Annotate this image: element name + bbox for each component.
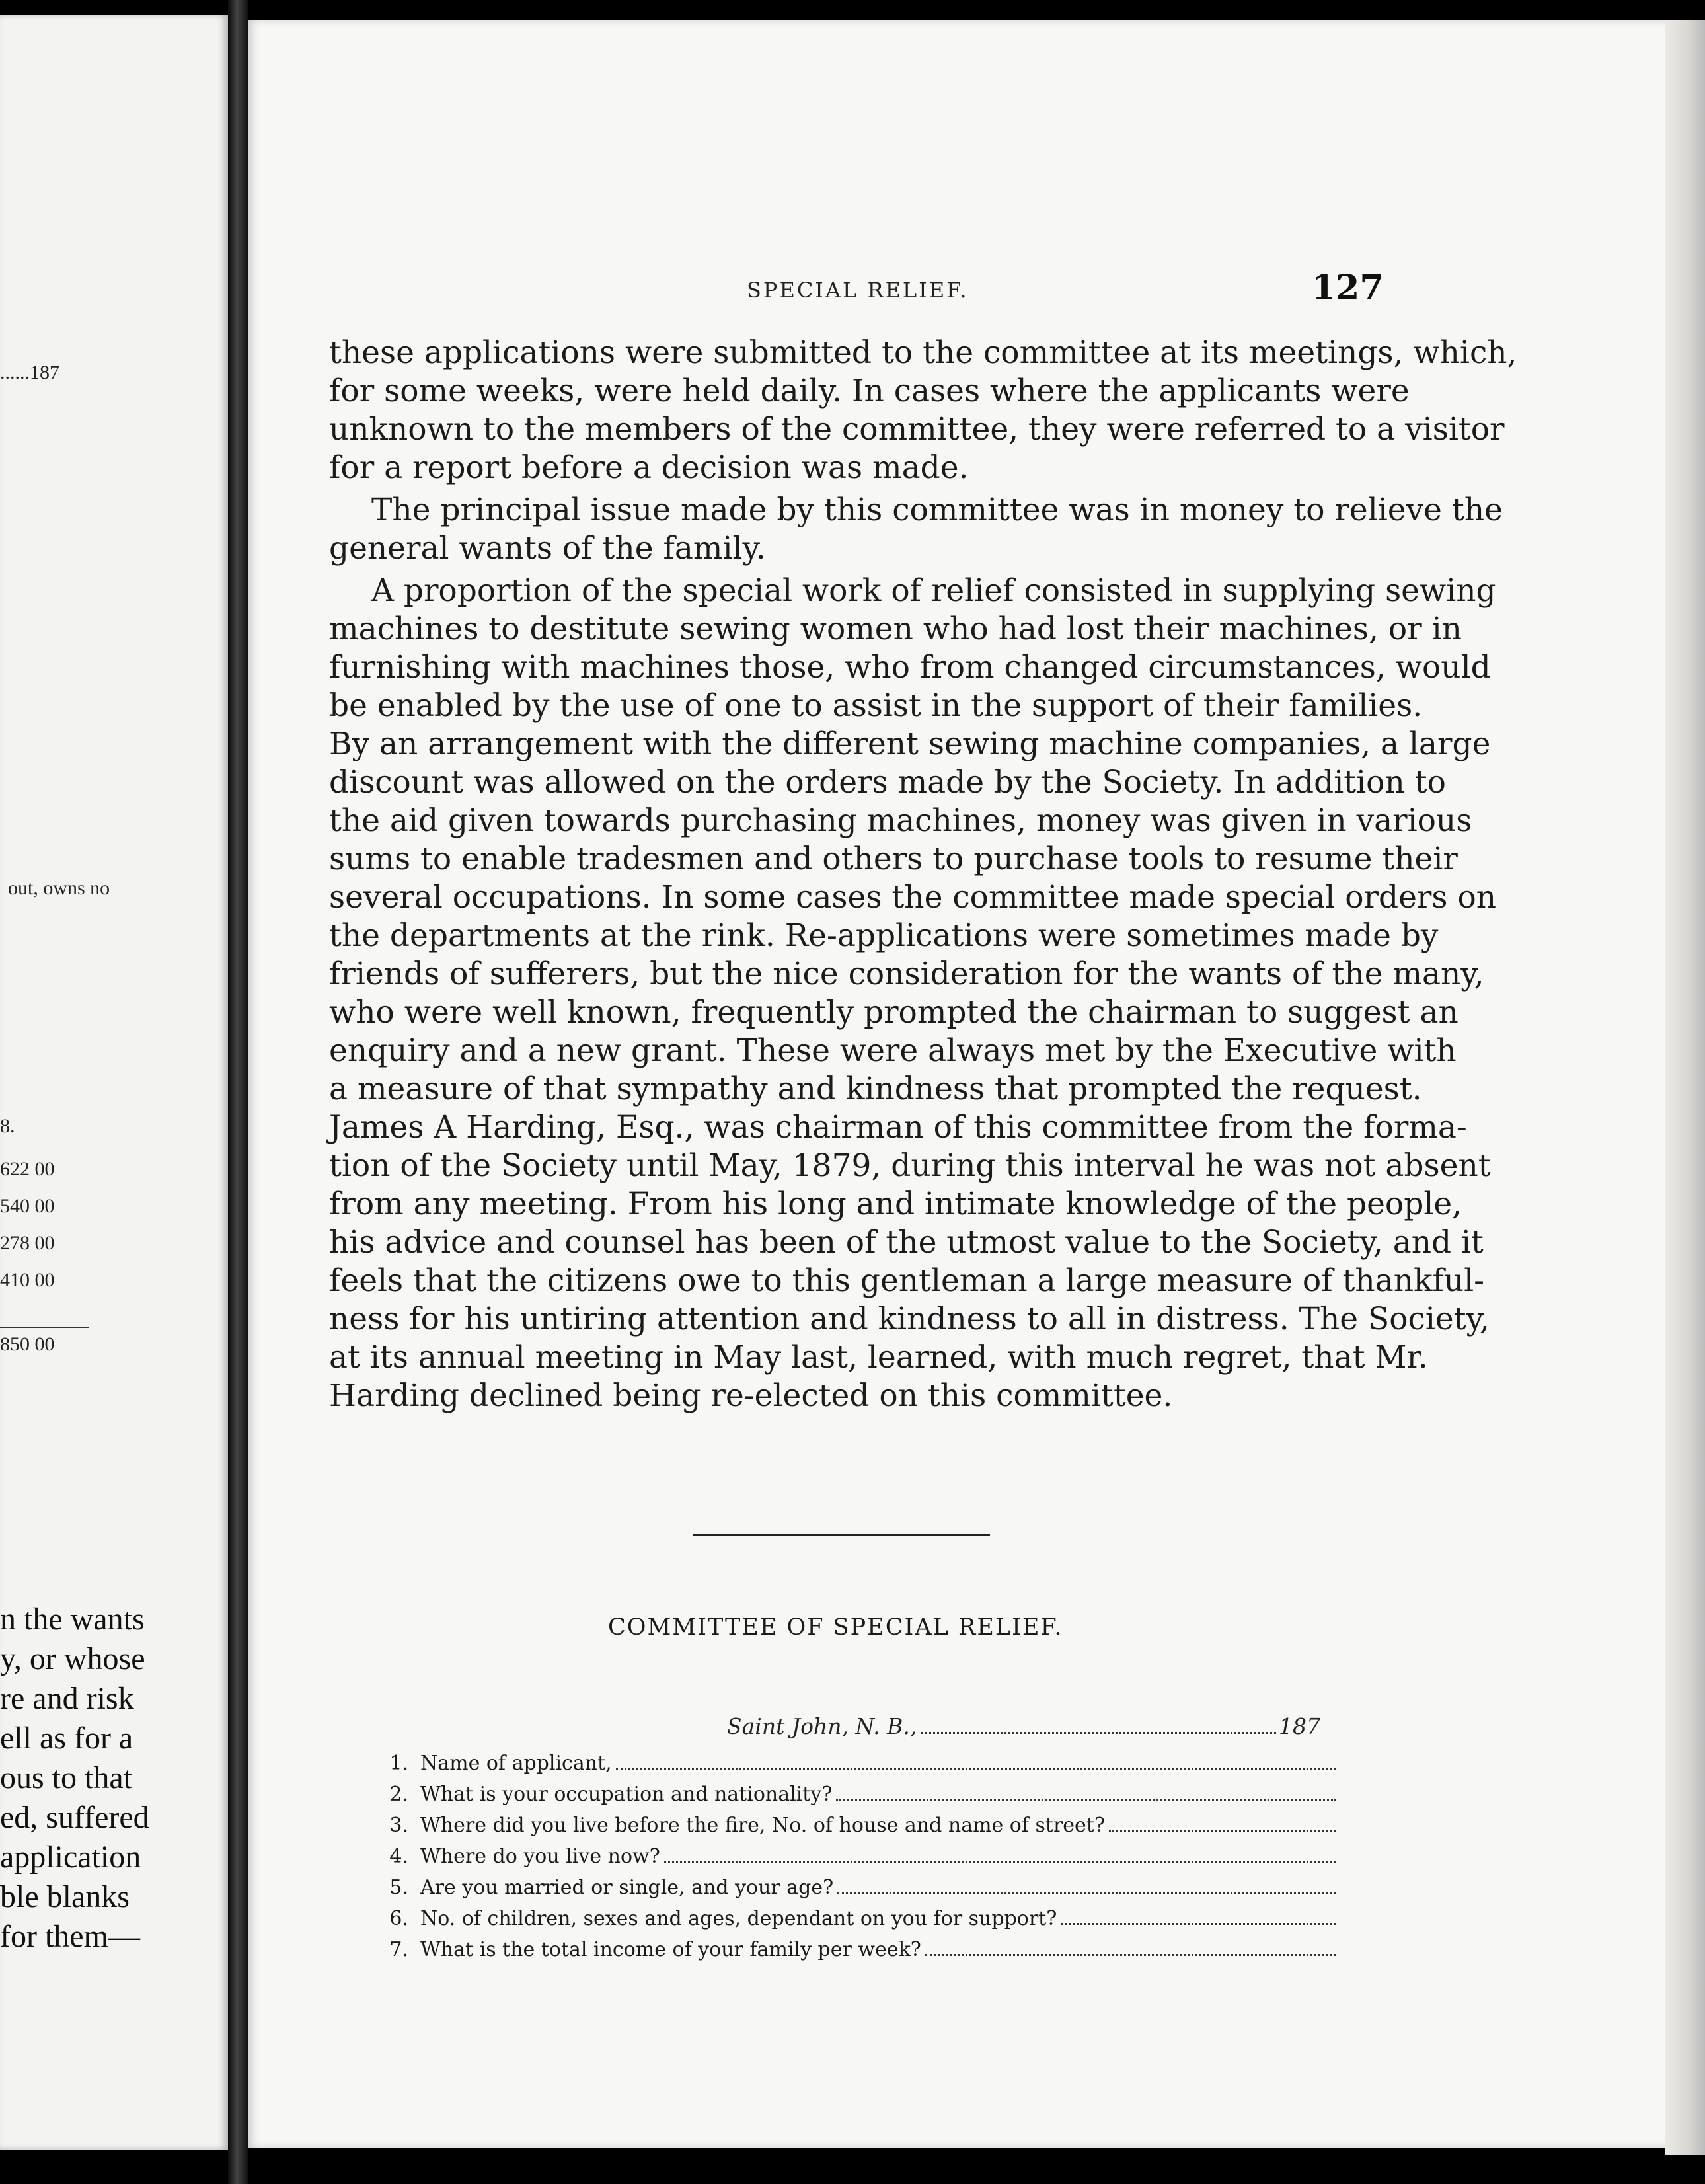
form-question	[374, 1876, 1339, 1899]
form-question	[374, 1907, 1339, 1930]
form-question	[374, 1783, 1339, 1806]
form-dateline	[727, 1713, 1320, 1739]
body-line: enquiry and a new grant. These were always met by the Executive with	[329, 1033, 1457, 1069]
body-line: unknown to the members of the committee, they were referred to a visitor	[329, 411, 1505, 448]
body-line: for some weeks, were held daily. In cases where the applicants were	[329, 373, 1410, 409]
left-text-line: ble blanks	[0, 1879, 130, 1914]
left-amount: 278 00	[0, 1232, 55, 1254]
question-leader	[925, 1954, 1336, 1956]
body-line: these applications were submitted to the committee at its meetings, which,	[329, 334, 1517, 371]
question-number: 6.	[389, 1907, 408, 1930]
body-line: Harding declined being re-elected on this committee.	[329, 1378, 1173, 1414]
body-line: By an arrangement with the different sewing machine companies, a large	[329, 726, 1491, 762]
question-text: Where do you live now?	[420, 1845, 660, 1868]
body-line: from any meeting. From his long and intimate knowledge of the people,	[329, 1186, 1462, 1222]
body-line: tion of the Society until May, 1879, during this interval he was not absent	[329, 1148, 1491, 1184]
body-line: be enabled by the use of one to assist in the support of their families.	[329, 687, 1423, 724]
body-line: his advice and counsel has been of the utmost value to the Society, and it	[329, 1224, 1484, 1261]
question-text: No. of children, sexes and ages, dependant on you for support?	[420, 1907, 1057, 1930]
body-line: James A Harding, Esq., was chairman of this committee from the forma-	[329, 1109, 1467, 1146]
question-leader	[836, 1799, 1336, 1801]
body-line: several occupations. In some cases the committee made special orders on	[329, 879, 1497, 916]
left-amount: 410 00	[0, 1269, 55, 1291]
question-number: 4.	[389, 1845, 408, 1868]
left-amount: 622 00	[0, 1158, 55, 1180]
running-header: SPECIAL RELIEF.	[747, 278, 969, 303]
body-line: discount was allowed on the orders made by the Society. In addition to	[329, 764, 1446, 800]
body-line: sums to enable tradesmen and others to purchase tools to resume their	[329, 841, 1458, 877]
body-line: the departments at the rink. Re-applications were sometimes made by	[329, 917, 1439, 954]
question-leader	[664, 1861, 1336, 1863]
body-line: machines to destitute sewing women who had lost their machines, or in	[329, 611, 1462, 647]
left-text-line: y, or whose	[0, 1641, 145, 1676]
question-text: What is the total income of your family per week?	[420, 1938, 921, 1961]
question-text: Are you married or single, and your age?	[420, 1876, 834, 1899]
body-line: A proportion of the special work of relief consisted in supplying sewing	[371, 572, 1496, 609]
form-question	[374, 1845, 1339, 1868]
question-number: 1.	[389, 1752, 408, 1775]
left-amount: 540 00	[0, 1195, 55, 1217]
body-line: general wants of the family.	[329, 530, 766, 566]
form-question	[374, 1752, 1339, 1775]
left-text-line: application	[0, 1840, 141, 1875]
question-leader	[1109, 1830, 1336, 1832]
form-question	[374, 1814, 1339, 1837]
question-number: 2.	[389, 1783, 408, 1806]
page-number: 127	[1312, 268, 1384, 308]
left-text-line: for them—	[0, 1919, 140, 1954]
form-title: COMMITTEE OF SPECIAL RELIEF.	[608, 1614, 1063, 1641]
left-total: 850 00	[0, 1333, 55, 1355]
body-line: at its annual meeting in May last, learned, with much regret, that Mr.	[329, 1339, 1428, 1376]
question-leader	[837, 1892, 1336, 1894]
left-total-rule	[0, 1327, 89, 1328]
dateline-leader	[921, 1732, 1276, 1734]
question-number: 3.	[389, 1814, 408, 1837]
body-line: The principal issue made by this committee was in money to relieve the	[371, 492, 1503, 528]
left-page-fragment	[0, 15, 228, 2150]
left-text-line: ell as for a	[0, 1721, 133, 1756]
section-divider	[693, 1534, 990, 1536]
question-text: Name of applicant,	[420, 1752, 612, 1775]
dateline-year: 187	[1279, 1713, 1320, 1739]
body-line: for a report before a decision was made.	[329, 449, 969, 486]
body-line: feels that the citizens owe to this gentleman a large measure of thankful-	[329, 1263, 1485, 1299]
left-text-line: ous to that	[0, 1760, 132, 1795]
question-leader	[616, 1768, 1336, 1770]
question-leader	[1061, 1923, 1336, 1925]
page-edge-shadow	[1665, 20, 1705, 2155]
body-line: the aid given towards purchasing machines, money was given in various	[329, 802, 1472, 839]
body-line: ness for his untiring attention and kindness to all in distress. The Society,	[329, 1301, 1490, 1337]
left-fragment-owns: out, owns no	[8, 877, 110, 899]
body-line: a measure of that sympathy and kindness that prompted the request.	[329, 1071, 1422, 1107]
body-line: furnishing with machines those, who from changed circumstances, would	[329, 649, 1491, 685]
body-line: who were well known, frequently prompted the chairman to suggest an	[329, 994, 1459, 1031]
left-dotted-187: ......187	[0, 362, 59, 383]
left-text-line: ed, suffered	[0, 1800, 149, 1835]
dateline-place: Saint John, N. B.,	[727, 1713, 917, 1739]
question-text: What is your occupation and nationality?	[420, 1783, 833, 1806]
body-line: friends of sufferers, but the nice consideration for the wants of the many,	[329, 956, 1484, 992]
form-question	[374, 1938, 1339, 1961]
question-text: Where did you live before the fire, No. of house and name of street?	[420, 1814, 1105, 1837]
left-text-line: n the wants	[0, 1602, 145, 1637]
question-number: 5.	[389, 1876, 408, 1899]
left-text-line: re and risk	[0, 1681, 134, 1716]
book-gutter	[228, 0, 248, 2184]
left-table-header: 8.	[0, 1115, 15, 1137]
question-number: 7.	[389, 1938, 408, 1961]
